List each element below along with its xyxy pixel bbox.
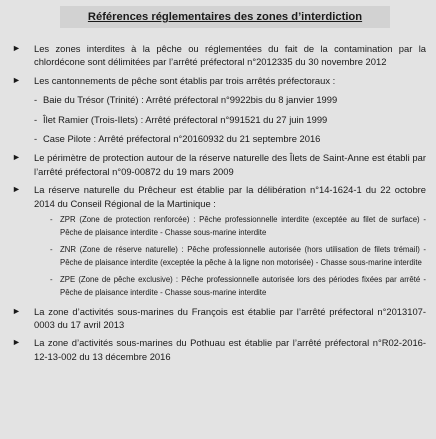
sub-item-text: Îlet Ramier (Trois-Ilets) : Arrêté préfectoral n°991521 du 27 juin 1999 [43,113,328,125]
list-item-text: La zone d’activités sous-marines du Pothuau est établie par l’arrêté préfectoral n°R02-2016-12-13-002 du 13 décembre 2016 [34,337,426,362]
bullet-arrow-icon: ► [12,305,21,316]
bullet-arrow-icon: ► [12,74,21,85]
zone-rule-text: ZNR (Zone de réserve naturelle) : Pêche professionnelle autorisée (hors utilisation de filets trémail) - Pêche de plaisance interdite (exceptée la pêche à la ligne non motorisée) - Chasse sous-marine interdite [60,245,426,267]
bullet-arrow-icon: ► [12,43,21,53]
list-item [12,42,426,69]
bullet-arrow-icon: ► [12,184,21,195]
sub-item-text: Baie du Trésor (Trinité) : Arrêté préfectoral n°9922bis du 8 janvier 1999 [43,94,338,106]
list-item [12,151,426,178]
zone-rule-text: ZPE (Zone de pêche exclusive) : Pêche professionnelle autorisée lors des périodes fixées par arrêté - Pêche de plaisance interdite - Chasse sous-marine interdite [60,275,426,298]
list-item [12,183,426,210]
dash-bullet: - [34,133,38,145]
bullet-arrow-icon: ► [12,337,21,348]
panel-title: Références réglementaires des zones d’interdiction [60,6,390,28]
list-item-text: Le périmètre de protection autour de la réserve naturelle des Îlets de Saint-Anne est établi par l’arrêté préfectoral n°09-00872 du 19 mars 2009 [34,152,426,177]
sub-list-item [12,132,426,145]
zone-rule-text: ZPR (Zone de protection renforcée) : Pêche professionnelle interdite (exceptée au filet de surface) - Pêche de plaisance interdite - Chasse sous-marine interdite [60,215,426,237]
zone-rule-item [12,214,426,239]
list-item-text: La réserve naturelle du Prêcheur est établie par la délibération n°14-1624-1 du 22 octobre 2014 du Conseil Régional de la Martinique : [34,184,426,209]
list-item [12,74,426,87]
bullet-arrow-icon: ► [12,152,21,163]
dash-bullet: - [34,94,38,106]
sub-list-item [12,113,426,126]
list-item-text: La zone d’activités sous-marines du François est établie par l’arrêté préfectoral n°2013107-0003 du 17 avril 2013 [34,305,426,331]
sub-item-text: Case Pilote : Arrêté préfectoral n°20160932 du 21 septembre 2016 [43,133,321,145]
sub-list-item [12,93,426,106]
list-item-text: Les zones interdites à la pêche ou réglementées du fait de la contamination par la chlordécone sont délimitées par l’arrêté préfectoral n°2012335 du 30 novembre 2012 [34,43,426,68]
dash-bullet: - [50,275,53,285]
dash-bullet: - [50,245,53,255]
dash-bullet: - [50,215,53,225]
list-item [12,336,426,363]
list-item [12,305,426,332]
zone-rule-item [12,274,426,299]
dash-bullet: - [34,113,38,125]
list-item-text: Les cantonnements de pêche sont établis par trois arrêtés préfectoraux : [34,74,336,86]
references-list [12,42,426,368]
zone-rule-item [12,244,426,269]
